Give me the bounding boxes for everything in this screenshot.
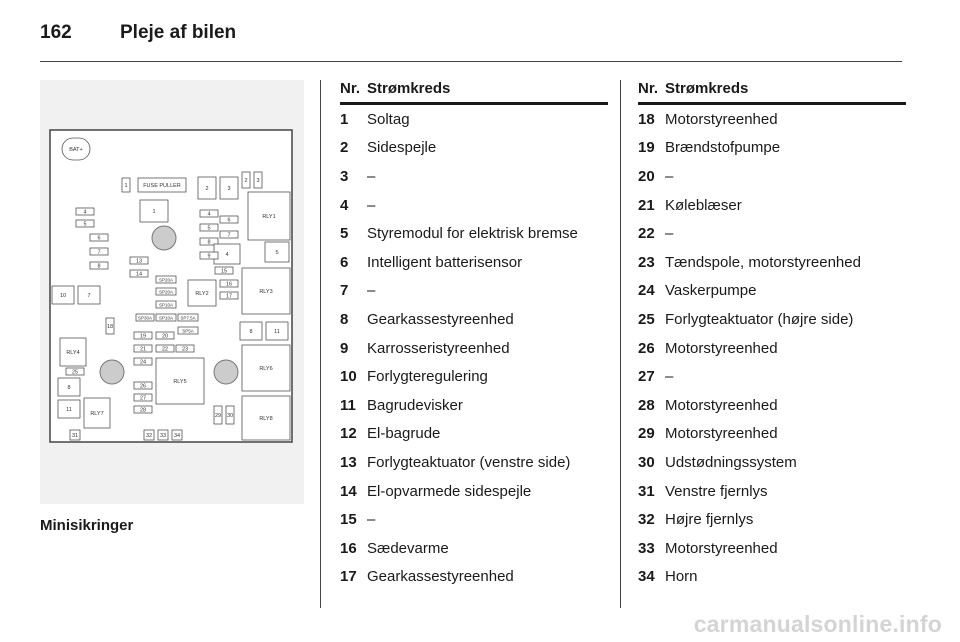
fuse-number: 18 — [638, 110, 655, 128]
fuse-slot-label: 23 — [181, 346, 189, 353]
fuse-number: 33 — [638, 539, 655, 557]
table-row — [638, 248, 906, 277]
page-header — [40, 22, 236, 44]
fuse-slot-label: 8 — [249, 329, 253, 335]
vent-grate — [152, 226, 176, 250]
fuse-number: 11 — [340, 396, 356, 414]
circuit-name: Gearkassestyreenhed — [367, 568, 514, 586]
fuse-slot-label: 20 — [161, 333, 169, 340]
circuit-name: – — [367, 167, 376, 185]
fuse-slot-label: 4 — [207, 211, 211, 218]
fuse-slot-label: 22 — [161, 346, 169, 353]
fuse-number: 32 — [638, 511, 655, 529]
table-row — [638, 505, 906, 534]
circuit-name: Sædevarme — [367, 539, 449, 557]
relay-label: RLY8 — [259, 416, 273, 422]
fuse-number: 14 — [340, 482, 357, 500]
fuse-number: 23 — [638, 253, 655, 271]
table-row — [340, 334, 608, 363]
relay-label: RLY1 — [262, 214, 276, 220]
fuse-slot-label: 4 — [225, 252, 229, 258]
fuse-slot-label: 10 — [59, 293, 67, 299]
fuse-number: 21 — [638, 196, 655, 214]
circuit-name: Intelligent batterisensor — [367, 253, 523, 271]
fuse-number: 3 — [340, 167, 349, 185]
fuse-slot-label: 29 — [214, 413, 222, 419]
spare-fuse-label: SP10A — [158, 302, 174, 308]
table-row — [340, 477, 608, 506]
fuse-slot-label: 13 — [135, 258, 143, 265]
fuse-number: 29 — [638, 425, 655, 443]
vent-grate — [214, 360, 238, 384]
table-row — [340, 448, 608, 477]
watermark: carmanualsonline.info — [693, 611, 942, 637]
fuse-number: 26 — [638, 339, 655, 357]
circuit-name: Sidespejle — [367, 139, 437, 157]
circuit-name: Bagrudevisker — [367, 396, 463, 414]
fuse-number: 2 — [340, 139, 349, 157]
table-row — [638, 477, 906, 506]
table-row — [638, 219, 906, 248]
header-circuit: Strømkreds — [665, 80, 749, 97]
circuit-name: El-opvarmede sidespejle — [367, 482, 532, 500]
fuse-slot-label: 26 — [139, 383, 147, 390]
circuit-name: Motorstyreenhed — [665, 539, 778, 557]
relay-label: RLY5 — [173, 379, 187, 385]
fuse-number: 30 — [638, 453, 655, 471]
fuse-slot-label: 8 — [207, 239, 211, 246]
fuse-slot-label: 2 — [244, 178, 248, 184]
fuse-slot-label: 6 — [97, 235, 101, 242]
fuse-number: 17 — [340, 568, 357, 586]
header-rule — [40, 61, 902, 62]
circuit-name: Tændspole, motorstyreenhed — [665, 253, 861, 271]
circuit-name: El-bagrude — [367, 425, 441, 443]
table-row — [638, 305, 906, 334]
table-row — [638, 563, 906, 592]
vent-grate — [100, 360, 124, 384]
fuse-number: 8 — [340, 310, 349, 328]
circuit-name: Motorstyreenhed — [665, 396, 778, 414]
fuse-slot-label: 30 — [226, 413, 234, 419]
table-row — [340, 420, 608, 449]
table-row — [340, 563, 608, 592]
circuit-name: – — [665, 368, 674, 386]
fuse-number: 31 — [638, 482, 655, 500]
circuit-name: Soltag — [367, 110, 410, 128]
fuse-slot-label: 11 — [66, 407, 72, 413]
spare-fuse-label: SP5A — [182, 328, 194, 334]
table-row — [340, 534, 608, 563]
fuse-number: 6 — [340, 253, 349, 271]
fuse-slot-label: 17 — [225, 293, 233, 300]
circuit-name: Vaskerpumpe — [665, 282, 757, 300]
header-nr: Nr. — [340, 80, 361, 97]
fuse-number: 9 — [340, 339, 349, 357]
fuse-slot-label: 15 — [220, 268, 228, 275]
fuse-slot-label: 7 — [87, 293, 91, 299]
table-row — [340, 362, 608, 391]
fuse-slot-label: 6 — [227, 217, 231, 224]
table-row — [638, 105, 906, 134]
fuse-number: 25 — [638, 310, 655, 328]
circuit-name: Horn — [665, 568, 698, 586]
spare-fuse-label: SP20A — [158, 289, 174, 295]
figure-caption: Minisikringer — [40, 517, 134, 534]
column-divider — [320, 80, 321, 608]
fuse-slot-label: 32 — [145, 433, 153, 439]
table-row — [340, 105, 608, 134]
fuse-number: 20 — [638, 167, 655, 185]
table-row — [638, 162, 906, 191]
relay-label: RLY4 — [66, 350, 80, 356]
fuse-slot-label: 24 — [139, 359, 147, 366]
fuse-number: 15 — [340, 511, 357, 529]
fuse-box-figure — [40, 80, 304, 504]
circuit-name: Forlygteaktuator (højre side) — [665, 310, 854, 328]
table-row — [340, 191, 608, 220]
circuit-name: Venstre fjernlys — [665, 482, 768, 500]
circuit-name: Karrosseristyreenhed — [367, 339, 510, 357]
spare-fuse-label: SP20A — [158, 277, 174, 283]
fuse-number: 27 — [638, 368, 655, 386]
fuse-slot-label: 4 — [83, 209, 87, 216]
circuit-name: Udstødningssystem — [665, 453, 797, 471]
fuse-number: 24 — [638, 282, 655, 300]
table-row — [638, 134, 906, 163]
fuse-table-right — [638, 80, 906, 591]
fuse-number: 13 — [340, 453, 357, 471]
fuse-slot-label: 9 — [207, 253, 211, 260]
fuse-slot-label: 3 — [256, 178, 260, 184]
circuit-name: Styremodul for elektrisk bremse — [367, 225, 578, 243]
table-row — [638, 191, 906, 220]
fuse-slot-label: 25 — [71, 369, 79, 376]
fuse-slot-label: 33 — [159, 433, 167, 439]
fuse-number: 5 — [340, 225, 349, 243]
circuit-name: – — [367, 196, 376, 214]
fuse-slot-label: 3 — [227, 186, 231, 192]
circuit-name: Motorstyreenhed — [665, 110, 778, 128]
fuse-slot-label: 14 — [135, 271, 143, 278]
fuse-number: 28 — [638, 396, 655, 414]
table-row — [340, 162, 608, 191]
fuse-slot-label: 1 — [124, 183, 128, 189]
circuit-name: – — [367, 282, 376, 300]
fuse-slot-label: 18 — [106, 324, 114, 330]
relay-label: RLY7 — [90, 411, 104, 417]
fuse-puller-label: FUSE PULLER — [143, 183, 181, 189]
fuse-slot-label: 1 — [152, 209, 156, 215]
table-row — [638, 362, 906, 391]
table-row — [638, 391, 906, 420]
table-header — [340, 80, 608, 105]
circuit-name: Højre fjernlys — [665, 511, 754, 529]
circuit-name: – — [665, 225, 674, 243]
fuse-number: 10 — [340, 368, 357, 386]
circuit-name: – — [367, 511, 376, 529]
header-circuit: Strømkreds — [367, 80, 451, 97]
battery-terminal-label: BAT+ — [69, 147, 83, 153]
table-row — [340, 505, 608, 534]
relay-label: RLY2 — [195, 291, 209, 297]
fuse-slot-label: 5 — [83, 221, 87, 228]
spare-fuse-label: SP7.5A — [180, 315, 196, 321]
circuit-name: Brændstofpumpe — [665, 139, 781, 157]
circuit-name: Forlygteaktuator (venstre side) — [367, 453, 571, 471]
fuse-slot-label: 31 — [71, 433, 79, 439]
page-title: Pleje af bilen — [120, 22, 237, 43]
table-row — [340, 219, 608, 248]
fuse-slot-label: 7 — [227, 232, 231, 239]
table-row — [638, 420, 906, 449]
circuit-name: Motorstyreenhed — [665, 339, 778, 357]
fuse-box-diagram — [40, 80, 304, 504]
table-row — [638, 334, 906, 363]
fuse-number: 16 — [340, 539, 357, 557]
circuit-name: – — [665, 167, 674, 185]
relay-label: RLY6 — [259, 366, 273, 372]
table-header — [638, 80, 906, 105]
fuse-number: 12 — [340, 425, 357, 443]
relay-label: RLY3 — [259, 289, 273, 295]
circuit-name: Motorstyreenhed — [665, 425, 778, 443]
circuit-name: Gearkassestyreenhed — [367, 310, 514, 328]
table-row — [638, 277, 906, 306]
spare-fuse-label: SP10A — [158, 315, 174, 321]
fuse-slot-label: 7 — [97, 249, 101, 256]
fuse-number: 4 — [340, 196, 349, 214]
fuse-slot-label: 5 — [275, 250, 279, 256]
circuit-name: Køleblæser — [665, 196, 742, 214]
table-row — [340, 305, 608, 334]
table-row — [340, 248, 608, 277]
fuse-slot-label: 27 — [139, 395, 147, 402]
fuse-table-left — [340, 80, 608, 591]
header-nr: Nr. — [638, 80, 659, 97]
fuse-slot-label: 5 — [207, 225, 211, 232]
fuse-slot-label: 16 — [225, 281, 233, 288]
fuse-slot-label: 34 — [173, 433, 181, 439]
fuse-number: 22 — [638, 225, 655, 243]
page-number: 162 — [40, 22, 72, 43]
fuse-slot-label: 28 — [139, 407, 147, 414]
fuse-slot-label: 8 — [67, 385, 71, 391]
fuse-slot-label: 21 — [139, 346, 147, 353]
table-row — [638, 534, 906, 563]
circuit-name: Forlygteregulering — [367, 368, 488, 386]
column-divider — [620, 80, 621, 608]
spare-fuse-label: SP30A — [137, 315, 153, 321]
fuse-number: 34 — [638, 568, 655, 586]
fuse-slot-label: 8 — [97, 263, 101, 270]
table-row — [340, 391, 608, 420]
fuse-slot-label: 2 — [205, 186, 209, 192]
fuse-number: 7 — [340, 282, 349, 300]
fuse-number: 19 — [638, 139, 655, 157]
fuse-slot-label: 11 — [274, 329, 280, 335]
fuse-slot-label: 19 — [139, 333, 147, 340]
table-row — [340, 134, 608, 163]
fuse-number: 1 — [340, 110, 349, 128]
table-row — [638, 448, 906, 477]
table-row — [340, 277, 608, 306]
